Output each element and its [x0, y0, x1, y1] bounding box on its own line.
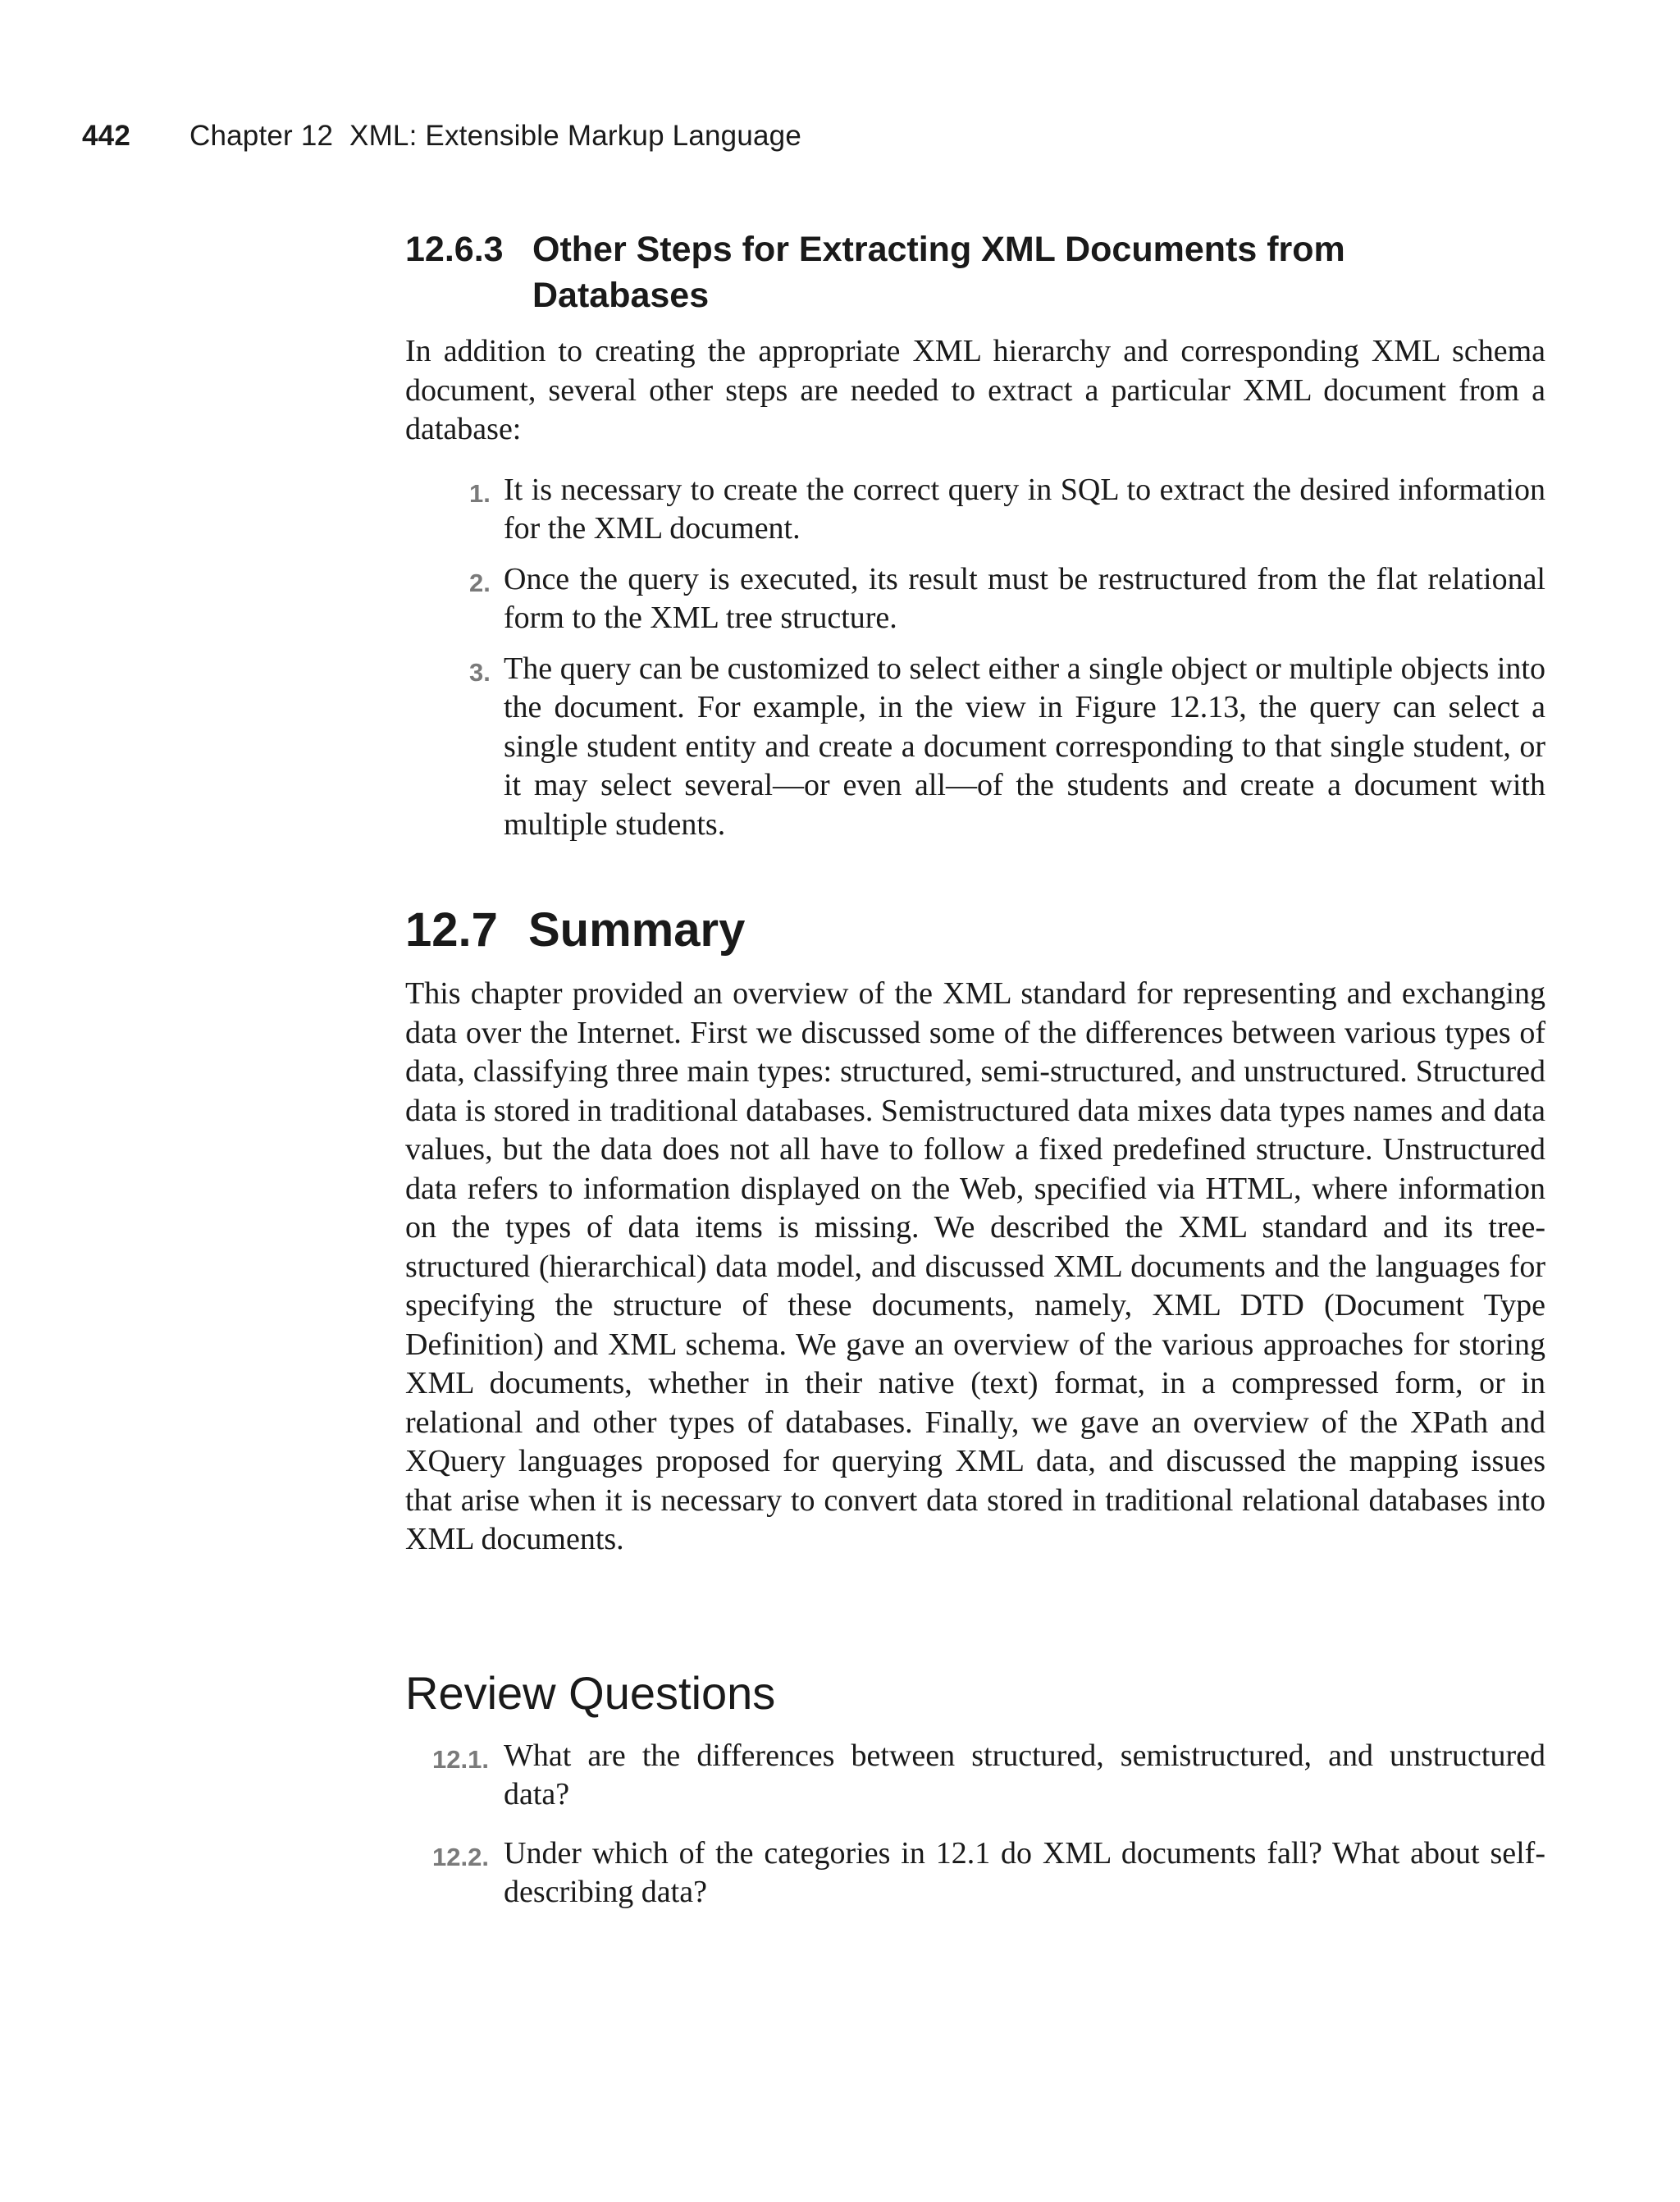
step-number: 2. [469, 568, 491, 597]
step-number: 3. [469, 657, 491, 687]
chapter-title: Chapter 12 XML: Extensible Markup Language [189, 120, 801, 152]
list-item [469, 650, 1545, 845]
summary-paragraph: This chapter provided an overview of the XML standard for representing and exchanging data over the Internet. First we discussed some of the differences between various types of data, classifying three main types: structured, semi-structured, and unstructured. Structured data is stored in traditional databases. Semistructured data mixes data types names and data values, but the data does not all have to follow a fixed predefined structure. Unstructured data refers to information displayed on the Web, specified via HTML, where information on the types of data items is missing. We described the XML standard and its tree-structured (hierarchical) data model, and discussed XML documents and the languages for specifying the structure of these documents, namely, XML DTD (Document Type Definition) and XML schema. We gave an overview of the various approaches for storing XML documents, whether in their native (text) format, in a compressed form, or in relational and other types of databases. Finally, we gave an overview of the XPath and XQuery languages proposed for querying XML data, and discussed the mapping issues that arise when it is necessary to convert data stored in traditional relational databases into XML documents. [405, 976, 1545, 1556]
step-number: 1. [469, 478, 491, 508]
section-title: Summary [528, 903, 746, 957]
subsection-heading [405, 226, 1545, 318]
list-item [432, 1737, 1545, 1815]
question-text: Under which of the categories in 12.1 do XML documents fall? What about self-describing data? [504, 1835, 1545, 1909]
running-head [82, 120, 801, 153]
step-text: It is necessary to create the correct query in SQL to extract the desired information for the XML document. [504, 472, 1545, 546]
intro-paragraph: In addition to creating the appropriate XML hierarchy and corresponding XML schema document, several other steps are needed to extract a particular XML document from a database: [405, 334, 1545, 446]
list-item [469, 560, 1545, 638]
subsection-title: Other Steps for Extracting XML Documents from Databases [532, 230, 1345, 315]
section-number: 12.7 [405, 903, 498, 957]
page-content [405, 226, 1545, 1932]
page-number: 442 [82, 120, 130, 152]
question-number: 12.1. [432, 1744, 489, 1774]
summary-heading [405, 902, 1545, 959]
step-text: Once the query is executed, its result must be restructured from the flat relational form to the XML tree structure. [504, 561, 1545, 635]
question-number: 12.2. [432, 1842, 489, 1871]
steps-list [405, 471, 1545, 845]
step-text: The query can be customized to select either a single object or multiple objects into the document. For example, in the view in Figure 12.13, the query can select a single student entity and create a document corresponding to that single student, or it may select several—or even all—of the students and create a document with multiple students. [504, 651, 1545, 842]
review-questions-heading: Review Questions [405, 1666, 776, 1719]
question-text: What are the differences between structured, semistructured, and unstructured data? [504, 1738, 1545, 1811]
review-questions-list [405, 1737, 1545, 1912]
list-item [469, 471, 1545, 549]
subsection-number: 12.6.3 [405, 230, 504, 269]
list-item [432, 1834, 1545, 1912]
